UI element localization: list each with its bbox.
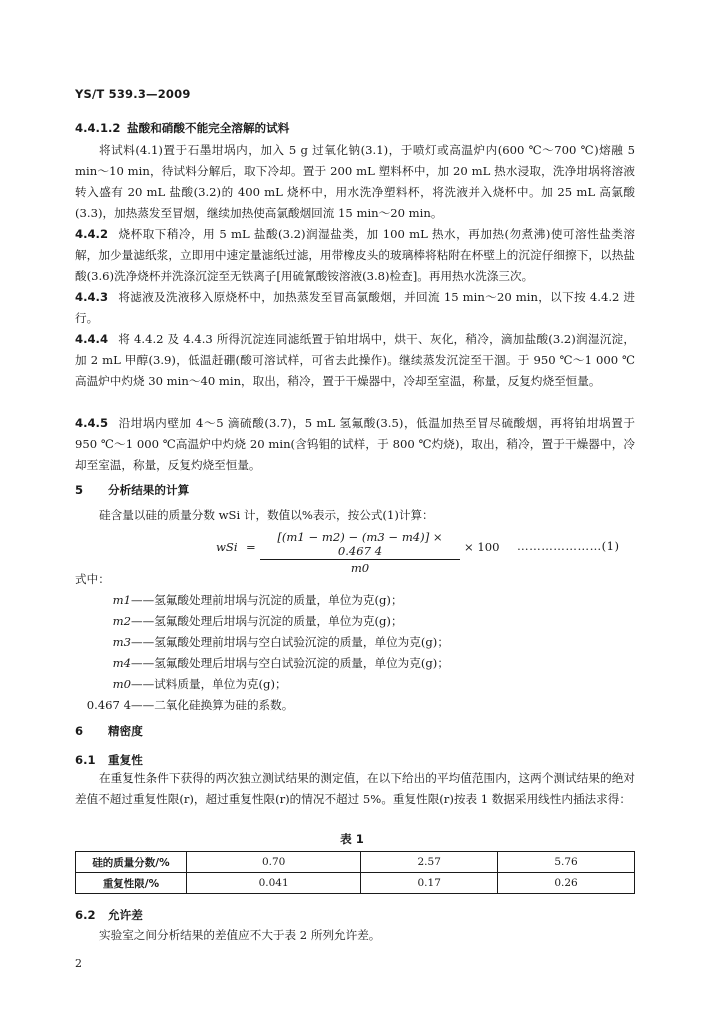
section-number: 4.4.4	[75, 332, 109, 346]
section-title: 精密度	[108, 724, 143, 738]
section-4-4-5	[75, 413, 635, 476]
table-1-title: 表 1	[340, 832, 364, 846]
section-number: 4.4.1.2	[75, 121, 121, 135]
section-number: 6.2	[75, 908, 96, 922]
section-4-4-1-2-heading	[75, 120, 289, 136]
section-title: 允许差	[108, 908, 143, 922]
table-cell: 0.26	[498, 873, 635, 894]
definition-item	[75, 590, 635, 611]
section-title: 分析结果的计算	[108, 483, 190, 497]
section-6-2-heading	[75, 907, 143, 923]
definition-text: ——氢氟酸处理后坩埚与空白试验沉淀的质量，单位为克(g)；	[131, 656, 449, 670]
definition-symbol: m0	[112, 677, 131, 691]
section-number: 5	[75, 483, 84, 497]
section-4-4-1-2-text: 将试料(4.1)置于石墨坩埚内，加入 5 g 过氧化钠(3.1)，于喷灯或高温炉内(600 ℃～700 ℃)熔融 5 min～10 min，待试料分解后，取下冷却。置于 200 mL 塑料杯中，加 20 mL 热水浸取，洗净坩埚将溶液转入盛有 20 mL 盐酸(3.2)的 400 mL 烧杯中，用水洗净塑料杯，将洗液并入烧杯中。加 25 mL 高氯酸(3.3)，加热蒸发至冒烟，继续加热使高氯酸烟回流 15 min～20 min。	[75, 143, 635, 220]
section-4-4-4	[75, 329, 635, 392]
definition-symbol: m1	[112, 593, 131, 607]
section-text: 沿坩埚内壁加 4～5 滴硫酸(3.7)，5 mL 氢氟酸(3.5)，低温加热至冒尽硫酸烟，再将铂坩埚置于 950 ℃～1 000 ℃高温炉中灼烧 20 min(含钨钼的试样，于 800 ℃灼烧)，取出，稍冷，置于干燥器中，冷却至室温，称量，反复灼烧至恒量。	[75, 416, 635, 472]
definition-item	[75, 674, 635, 695]
section-number: 6.1	[75, 753, 96, 767]
definition-symbol: 0.467 4	[86, 698, 131, 712]
definition-item	[75, 632, 635, 653]
table-row	[76, 873, 635, 894]
table-cell: 0.17	[361, 873, 498, 894]
section-text: 将 4.4.2 及 4.4.3 所得沉淀连同滤纸置于铂坩埚中，烘干、灰化，稍冷，滴加盐酸(3.2)润湿沉淀，加 2 mL 甲醇(3.9)，低温赶硼(酸可溶试样，可省去此操作)。继续蒸发沉淀至干涸。于 950 ℃～1 000 ℃高温炉中灼烧 30 min～40 min，取出，稍冷，置于干燥器中，冷却至室温，称量，反复灼烧至恒量。	[75, 332, 635, 388]
section-title: 盐酸和硝酸不能完全溶解的试料	[127, 121, 290, 135]
formula-definitions	[75, 569, 635, 716]
where-label: 式中：	[75, 572, 110, 586]
section-number: 4.4.5	[75, 416, 109, 430]
formula-numerator: [(m1 − m2) − (m3 − m4)] × 0.467 4	[277, 530, 443, 558]
section-number: 4.4.2	[75, 227, 109, 241]
section-text: 将滤液及洗液移入原烧杯中，加热蒸发至冒高氯酸烟，并回流 15 min～20 min，以下按 4.4.2 进行。	[75, 290, 635, 325]
table-row	[76, 852, 635, 873]
formula-equals: =	[246, 540, 256, 554]
table-row-label: 重复性限/%	[76, 873, 187, 894]
section-5-intro: 硅含量以硅的质量分数 wSi 计，数值以%表示，按公式(1)计算：	[99, 508, 434, 522]
table-1	[75, 851, 635, 894]
section-4-4-3	[75, 287, 635, 329]
formula-lhs: wSi	[216, 540, 238, 554]
section-5-heading	[75, 482, 189, 498]
section-number: 4.4.3	[75, 290, 109, 304]
table-cell: 2.57	[361, 852, 498, 873]
definition-item	[75, 653, 635, 674]
definition-item	[75, 695, 635, 716]
definition-text: ——氢氟酸处理前坩埚与沉淀的质量，单位为克(g)；	[131, 593, 403, 607]
definition-symbol: m3	[112, 635, 131, 649]
document-id: YS/T 539.3—2009	[75, 87, 191, 101]
table-cell: 5.76	[498, 852, 635, 873]
section-6-heading	[75, 723, 143, 739]
definition-item	[75, 611, 635, 632]
table-cell: 0.70	[187, 852, 361, 873]
definition-symbol: m2	[112, 614, 131, 628]
formula-reference: …………………(1)	[517, 539, 620, 553]
formula-times-100: × 100	[464, 540, 500, 554]
definition-text: ——氢氟酸处理后坩埚与沉淀的质量，单位为克(g)；	[131, 614, 403, 628]
definition-text: ——二氧化硅换算为硅的系数。	[131, 698, 294, 712]
section-number: 6	[75, 724, 84, 738]
section-6-1-text: 在重复性条件下获得的两次独立测试结果的测定值，在以下给出的平均值范围内，这两个测试结果的绝对差值不超过重复性限(r)，超过重复性限(r)的情况不超过 5%。重复性限(r)按表 1 数据采用线性内插法求得：	[75, 771, 635, 806]
page-number: 2	[75, 957, 82, 970]
section-4-4-2	[75, 224, 635, 287]
section-title: 重复性	[108, 753, 143, 767]
fraction-bar	[260, 559, 460, 560]
section-6-2-text: 实验室之间分析结果的差值应不大于表 2 所列允许差。	[99, 928, 381, 942]
definition-symbol: m4	[112, 656, 131, 670]
definition-text: ——氢氟酸处理前坩埚与空白试验沉淀的质量，单位为克(g)；	[131, 635, 449, 649]
formula-denominator: m0	[350, 561, 370, 575]
section-6-1-heading	[75, 752, 143, 768]
formula-1	[180, 530, 640, 575]
definition-text: ——试料质量，单位为克(g)；	[131, 677, 287, 691]
table-cell: 0.041	[187, 873, 361, 894]
table-row-label: 硅的质量分数/%	[76, 852, 187, 873]
section-text: 烧杯取下稍冷，用 5 mL 盐酸(3.2)润湿盐类，加 100 mL 热水，再加热(勿煮沸)使可溶性盐类溶解，加少量滤纸浆，立即用中速定量滤纸过滤，用带橡皮头的玻璃棒将粘附在杯壁上的沉淀仔细擦下，以热盐酸(3.6)洗净烧杯并洗涤沉淀至无铁离子[用硫氰酸铵溶液(3.8)检查]。再用热水洗涤三次。	[75, 227, 635, 283]
